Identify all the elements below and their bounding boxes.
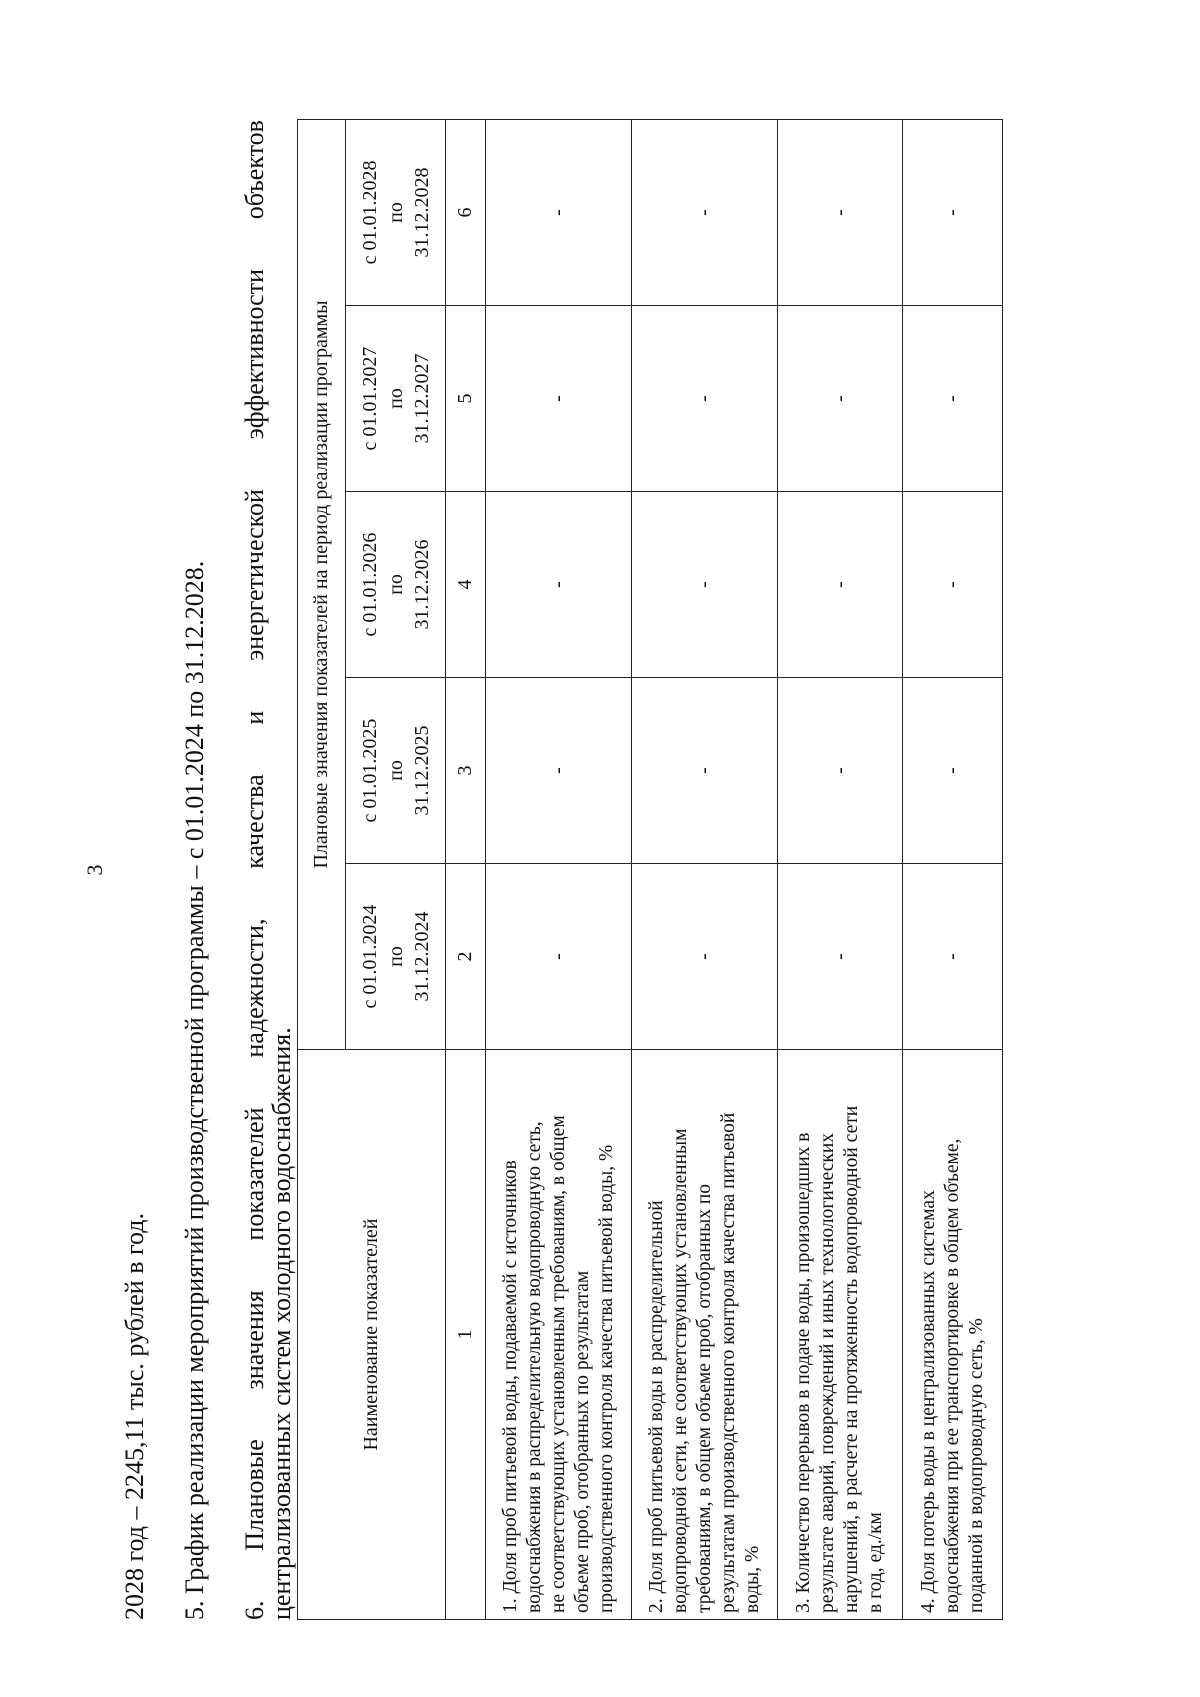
- period-to: 31.12.2026: [410, 539, 433, 630]
- schedule-line: 5. График реализации мероприятий производственной программы – с 01.01.2024 по 31.12.2028.: [180, 560, 209, 1620]
- section6-word: и: [240, 710, 269, 725]
- value-cell: -: [486, 306, 632, 492]
- section6-word: эффективности: [240, 269, 269, 440]
- page-number: 3: [82, 864, 107, 876]
- section6-word: объектов: [240, 120, 269, 220]
- period-from: с 01.01.2025: [358, 718, 381, 823]
- column-number: 6: [446, 119, 486, 305]
- section6-continuation: централизованных систем холодного водоснабжения.: [267, 1027, 296, 1620]
- value-cell: -: [486, 492, 632, 678]
- section6-word: 6.: [240, 1600, 269, 1620]
- cost-2028-line: 2028 год – 2245,11 тыс. рублей в год.: [120, 1213, 149, 1620]
- value-cell: -: [632, 678, 778, 864]
- column-number: 2: [446, 864, 486, 1050]
- table-row: [486, 119, 632, 1619]
- table-row: [632, 119, 778, 1619]
- indicator-name: 4. Доля потерь воды в централизованных системах водоснабжения при ее транспортировке в общем объеме, поданной в водопроводную сеть, %: [903, 1050, 1003, 1620]
- header-planned-values: Плановые значения показателей на период реализации программы: [298, 119, 346, 1049]
- value-cell: -: [903, 492, 1003, 678]
- section6-word: показателей: [240, 1107, 269, 1241]
- rotated-page: [60, 120, 1200, 1620]
- column-number: 5: [446, 306, 486, 492]
- value-cell: -: [486, 119, 632, 305]
- section6-word: качества: [240, 774, 269, 869]
- period-to: 31.12.2027: [410, 353, 433, 444]
- column-number: 4: [446, 492, 486, 678]
- table-row: [778, 119, 903, 1619]
- period-po: по: [384, 388, 407, 409]
- period-from: с 01.01.2027: [358, 346, 381, 451]
- value-cell: -: [632, 864, 778, 1050]
- value-cell: -: [632, 119, 778, 305]
- column-number: 3: [446, 678, 486, 864]
- value-cell: -: [903, 864, 1003, 1050]
- value-cell: -: [778, 864, 903, 1050]
- value-cell: -: [632, 492, 778, 678]
- value-cell: -: [778, 306, 903, 492]
- indicators-table: [297, 119, 1003, 1620]
- period-po: по: [384, 202, 407, 223]
- section6-heading: [240, 120, 270, 1620]
- header-indicator-name: Наименование показателей: [298, 1050, 446, 1620]
- value-cell: -: [486, 864, 632, 1050]
- value-cell: -: [903, 678, 1003, 864]
- value-cell: -: [778, 678, 903, 864]
- indicator-name: 1. Доля проб питьевой воды, подаваемой с источников водоснабжения в распределительную водопроводную сеть, не соответствующих установленным требованиям, в общем объеме проб, отобранных по результатам производственного контроля качества питьевой воды, %: [486, 1050, 632, 1620]
- header-period: [346, 306, 446, 492]
- value-cell: -: [903, 306, 1003, 492]
- section6-word: Плановые: [240, 1439, 269, 1551]
- period-po: по: [384, 574, 407, 595]
- table-row: [903, 119, 1003, 1619]
- period-to: 31.12.2024: [410, 911, 433, 1002]
- section6-word: энергетической: [240, 489, 269, 661]
- header-period: [346, 678, 446, 864]
- indicator-name: 2. Доля проб питьевой воды в распределительной водопроводной сети, не соответствующих установленным требованиям, в общем объеме проб, отобранных по результатам производственного контроля качества питьевой воды, %: [632, 1050, 778, 1620]
- period-to: 31.12.2028: [410, 167, 433, 258]
- header-period: [346, 119, 446, 305]
- header-period: [346, 864, 446, 1050]
- period-po: по: [384, 760, 407, 781]
- column-number: 1: [446, 1050, 486, 1620]
- section6-word: значения: [240, 1290, 269, 1390]
- period-from: с 01.01.2024: [358, 904, 381, 1009]
- indicator-name: 3. Количество перерывов в подаче воды, произошедших в результате аварий, повреждений и иных технологических нарушений, в расчете на протяженность водопроводной сети в год, ед./км: [778, 1050, 903, 1620]
- value-cell: -: [778, 119, 903, 305]
- value-cell: -: [778, 492, 903, 678]
- section6-word: надежности,: [240, 918, 269, 1058]
- value-cell: -: [486, 678, 632, 864]
- period-po: по: [384, 946, 407, 967]
- period-from: с 01.01.2028: [358, 160, 381, 265]
- header-period: [346, 492, 446, 678]
- period-to: 31.12.2025: [410, 725, 433, 816]
- value-cell: -: [903, 119, 1003, 305]
- period-from: с 01.01.2026: [358, 532, 381, 637]
- value-cell: -: [632, 306, 778, 492]
